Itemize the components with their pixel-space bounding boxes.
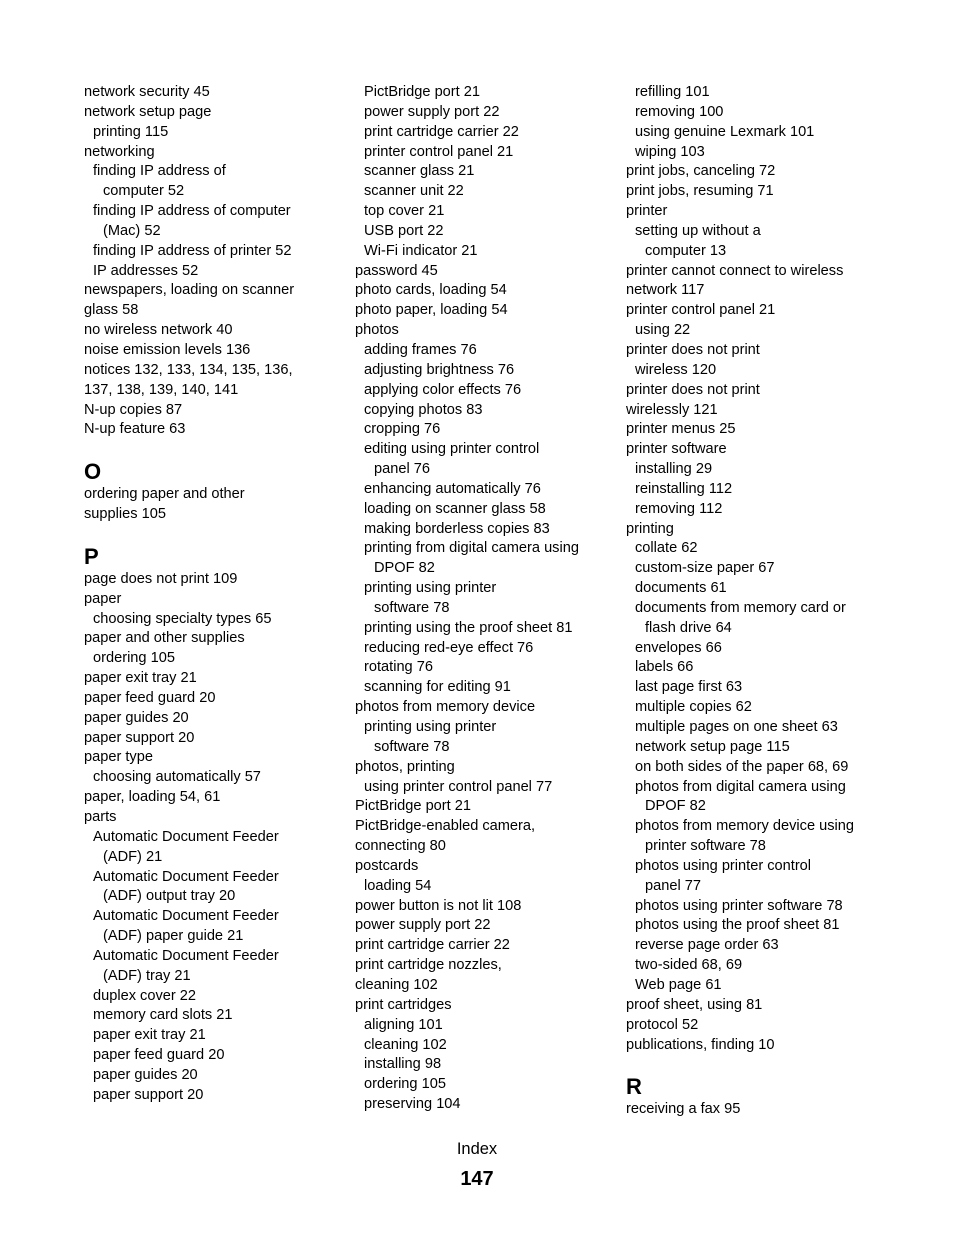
- index-subentry: USB port 22: [364, 222, 444, 239]
- index-subentry: removing 112: [635, 500, 723, 517]
- index-subentry: (ADF) 21: [103, 848, 163, 865]
- index-entry: N-up copies 87: [84, 401, 183, 418]
- index-entry: noise emission levels 136: [84, 341, 251, 358]
- index-entry: networking: [84, 143, 155, 160]
- index-entry: publications, finding 10: [626, 1036, 775, 1053]
- page-number: 147: [460, 1168, 494, 1190]
- index-subentry: computer 13: [645, 242, 727, 259]
- index-entry: cleaning 102: [355, 976, 438, 993]
- index-subentry: Automatic Document Feeder: [93, 908, 279, 925]
- index-subentry: IP addresses 52: [93, 262, 199, 279]
- index-subentry: Wi-Fi indicator 21: [364, 242, 478, 259]
- index-entry: notices 132, 133, 134, 135, 136,: [84, 361, 293, 378]
- index-subentry: rotating 76: [364, 659, 433, 676]
- index-column-3: [626, 83, 886, 1120]
- index-subentry: wiping 103: [635, 143, 705, 160]
- index-subentry: editing using printer control: [364, 441, 540, 458]
- index-entry: print cartridges: [355, 996, 452, 1013]
- index-subentry: photos from memory device using: [635, 818, 854, 835]
- index-subentry: using 22: [635, 322, 691, 339]
- index-entry: paper and other supplies: [84, 630, 245, 647]
- index-subentry: computer 52: [103, 183, 185, 200]
- index-subentry: adjusting brightness 76: [364, 361, 515, 378]
- index-entry: glass 58: [84, 302, 139, 319]
- index-subentry: multiple copies 62: [635, 699, 752, 716]
- index-subentry: panel 77: [645, 877, 701, 894]
- index-entry: photo paper, loading 54: [355, 302, 508, 319]
- index-entry: print cartridge nozzles,: [355, 957, 502, 974]
- index-subentry: ordering 105: [93, 650, 175, 667]
- index-entry: parts: [84, 809, 117, 825]
- index-entry: password 45: [355, 262, 438, 279]
- index-subentry: reducing red-eye effect 76: [364, 639, 534, 656]
- index-subentry: flash drive 64: [645, 619, 732, 636]
- index-column-1: [84, 83, 346, 1106]
- index-entry: paper support 20: [84, 729, 195, 746]
- index-subentry: setting up without a: [635, 222, 761, 239]
- index-entry: wirelessly 121: [626, 401, 718, 418]
- index-subentry: two-sided 68, 69: [635, 957, 743, 974]
- index-subentry: copying photos 83: [364, 401, 483, 418]
- index-entry: paper type: [84, 749, 153, 766]
- index-subentry: last page first 63: [635, 679, 743, 696]
- index-entry: printer does not print: [626, 341, 760, 358]
- footer-section-label: Index: [456, 1140, 498, 1158]
- section-letter-heading: R: [626, 1074, 642, 1100]
- index-entry: photos, printing: [355, 758, 455, 775]
- index-subentry: photos from digital camera using: [635, 778, 846, 795]
- index-subentry: on both sides of the paper 68, 69: [635, 758, 849, 775]
- index-subentry: cleaning 102: [364, 1036, 447, 1053]
- index-subentry: using printer control panel 77: [364, 778, 553, 795]
- index-subentry: making borderless copies 83: [364, 520, 550, 537]
- index-subentry: top cover 21: [364, 203, 445, 220]
- index-subentry: PictBridge port 21: [364, 84, 481, 100]
- index-subentry: removing 100: [635, 103, 724, 120]
- index-entry: ordering paper and other: [84, 486, 245, 503]
- index-entry: PictBridge-enabled camera,: [355, 818, 536, 835]
- index-subentry: loading on scanner glass 58: [364, 500, 546, 517]
- index-subentry: labels 66: [635, 659, 694, 676]
- index-entry: photo cards, loading 54: [355, 282, 507, 299]
- index-subentry: memory card slots 21: [93, 1007, 233, 1024]
- index-subentry: printing 115: [93, 123, 169, 140]
- index-subentry: finding IP address of printer 52: [93, 242, 292, 259]
- index-subentry: paper guides 20: [93, 1066, 198, 1083]
- index-subentry: collate 62: [635, 540, 698, 557]
- section-letter-heading: P: [84, 543, 99, 569]
- index-subentry: paper exit tray 21: [93, 1027, 206, 1044]
- index-subentry: ordering 105: [364, 1076, 446, 1093]
- index-entry: postcards: [355, 857, 419, 874]
- index-subentry: duplex cover 22: [93, 987, 197, 1004]
- index-subentry: printing using the proof sheet 81: [364, 619, 573, 636]
- index-subentry: documents from memory card or: [635, 599, 846, 616]
- index-subentry: finding IP address of computer: [93, 203, 291, 220]
- index-entry: newspapers, loading on scanner: [84, 282, 295, 299]
- index-entry: network 117: [626, 282, 705, 299]
- index-subentry: paper feed guard 20: [93, 1047, 225, 1064]
- index-subentry: Automatic Document Feeder: [93, 947, 279, 964]
- index-subentry: custom-size paper 67: [635, 560, 775, 577]
- index-entry: print jobs, resuming 71: [626, 183, 774, 200]
- index-entry: paper guides 20: [84, 709, 189, 726]
- index-entry: page does not print 109: [84, 570, 238, 587]
- index-entry: power supply port 22: [355, 917, 491, 934]
- index-entry: paper feed guard 20: [84, 689, 216, 706]
- index-entry: photos from memory device: [355, 699, 536, 716]
- index-entry: supplies 105: [84, 506, 166, 523]
- index-subentry: (Mac) 52: [103, 222, 161, 239]
- index-column-2: [355, 83, 617, 1115]
- index-subentry: Web page 61: [635, 976, 722, 993]
- index-subentry: documents 61: [635, 580, 727, 597]
- index-subentry: (ADF) paper guide 21: [103, 928, 244, 945]
- index-entry: photos: [355, 322, 399, 339]
- index-entry: printer menus 25: [626, 421, 736, 438]
- index-subentry: panel 76: [374, 461, 430, 478]
- index-subentry: printing using printer: [364, 580, 497, 597]
- index-subentry: Automatic Document Feeder: [93, 828, 279, 845]
- index-subentry: photos using the proof sheet 81: [635, 917, 840, 934]
- index-subentry: using genuine Lexmark 101: [635, 123, 815, 140]
- index-subentry: network setup page 115: [635, 738, 790, 755]
- index-subentry: scanner glass 21: [364, 163, 475, 180]
- index-subentry: envelopes 66: [635, 639, 722, 656]
- index-subentry: paper support 20: [93, 1086, 204, 1103]
- index-entry: receiving a fax 95: [626, 1101, 741, 1118]
- index-subentry: software 78: [374, 599, 450, 616]
- index-entry: printing: [626, 520, 674, 537]
- index-subentry: wireless 120: [635, 361, 717, 378]
- index-subentry: reverse page order 63: [635, 937, 779, 954]
- index-subentry: scanner unit 22: [364, 183, 464, 200]
- index-entry: connecting 80: [355, 838, 446, 855]
- index-entry: print cartridge carrier 22: [355, 937, 510, 954]
- index-entry: protocol 52: [626, 1016, 699, 1033]
- index-entry: network security 45: [84, 84, 210, 100]
- index-subentry: enhancing automatically 76: [364, 480, 541, 497]
- index-subentry: choosing specialty types 65: [93, 610, 272, 627]
- index-subentry: loading 54: [364, 877, 432, 894]
- index-subentry: photos using printer control: [635, 857, 812, 874]
- index-entry: printer cannot connect to wireless: [626, 262, 844, 279]
- index-subentry: installing 98: [364, 1056, 442, 1073]
- index-subentry: multiple pages on one sheet 63: [635, 719, 838, 735]
- index-entry: print jobs, canceling 72: [626, 163, 776, 180]
- index-subentry: finding IP address of: [93, 163, 226, 180]
- index-subentry: Automatic Document Feeder: [93, 868, 279, 885]
- section-letter-heading: O: [84, 459, 102, 485]
- index-entry: PictBridge port 21: [355, 798, 472, 815]
- index-entry: paper exit tray 21: [84, 670, 197, 687]
- index-entry: network setup page: [84, 103, 212, 120]
- index-subentry: applying color effects 76: [364, 381, 522, 398]
- index-entry: N-up feature 63: [84, 421, 186, 438]
- index-entry: printer control panel 21: [626, 302, 776, 319]
- index-subentry: reinstalling 112: [635, 480, 733, 497]
- index-subentry: refilling 101: [635, 84, 710, 100]
- index-subentry: scanning for editing 91: [364, 679, 511, 696]
- index-subentry: installing 29: [635, 461, 713, 478]
- index-entry: proof sheet, using 81: [626, 996, 763, 1013]
- index-subentry: power supply port 22: [364, 103, 500, 120]
- index-subentry: (ADF) tray 21: [103, 967, 191, 984]
- index-entry: no wireless network 40: [84, 322, 233, 339]
- index-subentry: photos using printer software 78: [635, 897, 843, 914]
- index-entry: paper: [84, 590, 122, 607]
- index-subentry: DPOF 82: [645, 798, 706, 815]
- index-subentry: cropping 76: [364, 421, 441, 438]
- index-subentry: printer control panel 21: [364, 143, 514, 160]
- index-entry: printer does not print: [626, 381, 760, 398]
- index-subentry: (ADF) output tray 20: [103, 888, 236, 905]
- index-subentry: aligning 101: [364, 1016, 443, 1033]
- index-subentry: adding frames 76: [364, 341, 477, 358]
- index-subentry: choosing automatically 57: [93, 769, 261, 786]
- index-entry: printer: [626, 203, 668, 220]
- index-subentry: printing from digital camera using: [364, 540, 579, 557]
- index-subentry: printing using printer: [364, 719, 497, 735]
- index-subentry: software 78: [374, 738, 450, 755]
- index-entry: 137, 138, 139, 140, 141: [84, 381, 239, 398]
- index-entry: paper, loading 54, 61: [84, 789, 221, 806]
- index-entry: power button is not lit 108: [355, 897, 522, 914]
- index-entry: printer software: [626, 441, 727, 458]
- index-subentry: DPOF 82: [374, 560, 435, 577]
- index-subentry: print cartridge carrier 22: [364, 123, 519, 140]
- index-subentry: printer software 78: [645, 838, 766, 855]
- index-subentry: preserving 104: [364, 1096, 461, 1113]
